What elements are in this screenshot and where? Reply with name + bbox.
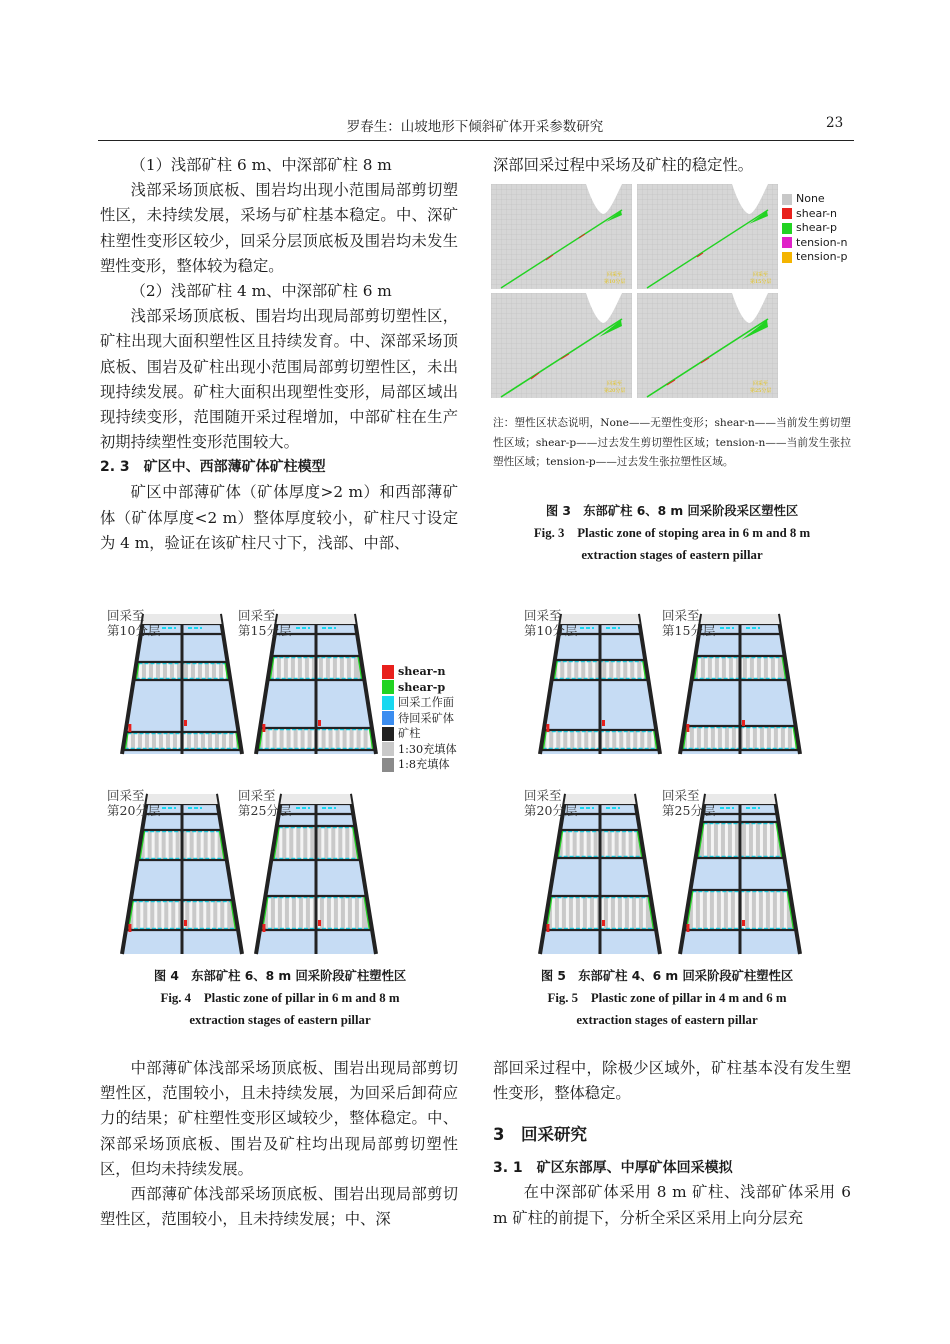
svg-text:回采至: 回采至 bbox=[753, 381, 769, 387]
figure3-caption-cn: 图 3 东部矿柱 6、8 m 回采阶段采区塑性区 bbox=[545, 504, 799, 518]
fig3-panel-1 bbox=[491, 184, 632, 289]
page-number: 23 bbox=[826, 115, 844, 131]
figure4-caption-cn: 图 4 东部矿柱 6、8 m 回采阶段矿柱塑性区 bbox=[153, 969, 407, 983]
fig3-panel-3 bbox=[491, 293, 632, 398]
item2-title: （2）浅部矿柱 4 m、中深部矿柱 6 m bbox=[130, 282, 392, 301]
legend-shear-p: shear-p bbox=[382, 680, 457, 696]
swatch-shear-n bbox=[782, 208, 792, 219]
shear-n-mark bbox=[318, 920, 321, 926]
legend-fill-1-8: 1:8充填体 bbox=[382, 757, 457, 773]
fig4-label-2: 回采至 第15分层 bbox=[238, 608, 292, 638]
fig4-label-3: 回采至 第20分层 bbox=[107, 788, 161, 818]
pillar-figures-svg bbox=[0, 600, 950, 960]
shear-n-mark bbox=[742, 720, 745, 726]
fig4-label-1: 回采至 第10分层 bbox=[107, 608, 161, 638]
swatch-none bbox=[782, 194, 792, 205]
left-column-text bbox=[100, 153, 458, 556]
shear-n-mark bbox=[184, 720, 187, 726]
shear-n-mark bbox=[262, 724, 265, 732]
figure4-legend bbox=[382, 664, 457, 773]
svg-text:第25分层: 第25分层 bbox=[750, 388, 772, 394]
legend-working-face: 回采工作面 bbox=[382, 695, 457, 711]
figure4-caption-en-1: Fig. 4 Plastic zone of pillar in 6 m and 8 m bbox=[160, 991, 400, 1005]
shear-n-mark bbox=[262, 924, 265, 932]
header-rule bbox=[98, 140, 854, 141]
fig5-label-4: 回采至 第25分层 bbox=[662, 788, 716, 818]
figure3 bbox=[490, 182, 852, 404]
running-header-title: 罗春生：山坡地形下倾斜矿体开采参数研究 bbox=[346, 119, 604, 135]
shear-n-mark bbox=[184, 920, 187, 926]
item2-body: 浅部采场顶底板、围岩均出现局部剪切塑性区，矿柱出现大面积塑性区且持续发育。中、深部采场顶底板、围岩及矿柱出现小范围局部剪切塑性区，未出现持续发展。矿柱大面积出现塑性变形，局部区域出现持续变形，范围随开采过程增加，中部矿柱在生产初期持续塑性变形范围较大。 bbox=[100, 307, 458, 452]
legend-fill-1-30: 1:30充填体 bbox=[382, 742, 457, 758]
fig3-panel-4 bbox=[637, 293, 778, 398]
svg-text:第20分层: 第20分层 bbox=[604, 388, 626, 394]
svg-text:回采至: 回采至 bbox=[753, 272, 769, 278]
figure5-caption-en-2: extraction stages of eastern pillar bbox=[576, 1013, 758, 1027]
bottom-left-para1: 中部薄矿体浅部采场顶底板、围岩出现局部剪切塑性区，范围较小，且未持续发展，为回采后卸荷应力的结果；矿柱塑性变形区域较少，整体稳定。中、深部采场顶底板、围岩及矿柱均出现局部剪切塑性区，但均未持续发展。 bbox=[100, 1059, 458, 1178]
legend-pillar: 矿柱 bbox=[382, 726, 457, 742]
shear-n-mark bbox=[546, 724, 549, 732]
swatch-shear-p bbox=[782, 223, 792, 234]
shear-n-mark bbox=[128, 924, 131, 932]
figure5-caption-en-1: Fig. 5 Plastic zone of pillar in 4 m and 6 m bbox=[547, 991, 787, 1005]
section-2-3-heading: 2. 3 矿区中、西部薄矿体矿柱模型 bbox=[100, 459, 326, 476]
shear-n-mark bbox=[546, 924, 549, 932]
shear-n-mark bbox=[686, 724, 689, 732]
fig5-panel-4 bbox=[680, 794, 800, 954]
bottom-left-para2: 西部薄矿体浅部采场顶底板、围岩出现局部剪切塑性区，范围较小，且未持续发展；中、深 bbox=[100, 1185, 458, 1229]
legend-tension-p: tension-p bbox=[782, 250, 848, 265]
figure3-caption-en-1: Fig. 3 Plastic zone of stoping area in 6 m and 8 m bbox=[533, 526, 811, 540]
figure3-legend bbox=[782, 192, 848, 265]
shear-n-mark bbox=[686, 924, 689, 932]
legend-unmined-ore: 待回采矿体 bbox=[382, 711, 457, 727]
shear-n-mark bbox=[318, 720, 321, 726]
bottom-right-para1: 部回采过程中，除极少区域外，矿柱基本没有发生塑性变形，整体稳定。 bbox=[493, 1059, 851, 1103]
legend-none: None bbox=[782, 192, 848, 207]
fig4-panel-4 bbox=[256, 794, 376, 954]
right-column-continuation bbox=[493, 153, 851, 178]
svg-text:第10分层: 第10分层 bbox=[604, 279, 626, 285]
svg-text:回采至: 回采至 bbox=[607, 381, 623, 387]
section-2-3-body: 矿区中部薄矿体（矿体厚度>2 m）和西部薄矿体（矿体厚度<2 m）整体厚度较小，矿柱尺寸设定为 4 m，验证在该矿柱尺寸下，浅部、中部、 bbox=[100, 483, 458, 552]
figure3-caption-en-2: extraction stages of eastern pillar bbox=[581, 548, 763, 562]
shear-n-mark bbox=[602, 920, 605, 926]
swatch-tension-n bbox=[782, 237, 792, 248]
fig4-label-4: 回采至 第25分层 bbox=[238, 788, 292, 818]
shear-n-mark bbox=[742, 920, 745, 926]
fig5-label-1: 回采至 第10分层 bbox=[524, 608, 578, 638]
legend-shear-p: shear-p bbox=[782, 221, 848, 236]
svg-text:回采至: 回采至 bbox=[607, 272, 623, 278]
bottom-right-para2: 在中深部矿体采用 8 m 矿柱、浅部矿体采用 6 m 矿柱的前提下，分析全采区采用上向分层充 bbox=[493, 1183, 851, 1227]
bottom-right-text bbox=[493, 1056, 851, 1231]
fig4-panel-3 bbox=[122, 794, 242, 954]
shear-n-mark bbox=[602, 720, 605, 726]
fig3-panel-2 bbox=[637, 184, 778, 289]
legend-shear-n: shear-n bbox=[782, 207, 848, 222]
fig5-panel-3 bbox=[540, 794, 660, 954]
svg-text:第15分层: 第15分层 bbox=[750, 279, 772, 285]
legend-tension-n: tension-n bbox=[782, 236, 848, 251]
figure3-note: 注：塑性区状态说明，None——无塑性变形；shear-n——当前发生剪切塑性区域；shear-p——过去发生剪切塑性区域；tension-n——当前发生张拉塑性区域；tension-p——过去发生张拉塑性区域。 bbox=[493, 417, 851, 468]
figure5-caption-cn: 图 5 东部矿柱 4、6 m 回采阶段矿柱塑性区 bbox=[540, 969, 794, 983]
fig5-label-2: 回采至 第15分层 bbox=[662, 608, 716, 638]
fig5-label-3: 回采至 第20分层 bbox=[524, 788, 578, 818]
section-3-heading: 3 回采研究 bbox=[493, 1125, 587, 1145]
bottom-left-text bbox=[100, 1056, 458, 1232]
section-3-1-heading: 3. 1 矿区东部厚、中厚矿体回采模拟 bbox=[493, 1160, 733, 1177]
swatch-tension-p bbox=[782, 252, 792, 263]
legend-shear-n: shear-n bbox=[382, 664, 457, 680]
item1-body: 浅部采场顶底板、围岩均出现小范围局部剪切塑性区，未持续发展，采场与矿柱基本稳定。中、深矿柱塑性变形区较少，回采分层顶底板及围岩均未发生塑性变形，整体较为稳定。 bbox=[100, 181, 458, 275]
figure4-caption-en-2: extraction stages of eastern pillar bbox=[189, 1013, 371, 1027]
shear-n-mark bbox=[128, 724, 131, 732]
continuation-text: 深部回采过程中采场及矿柱的稳定性。 bbox=[493, 156, 754, 174]
item1-title: （1）浅部矿柱 6 m、中深部矿柱 8 m bbox=[130, 156, 392, 174]
